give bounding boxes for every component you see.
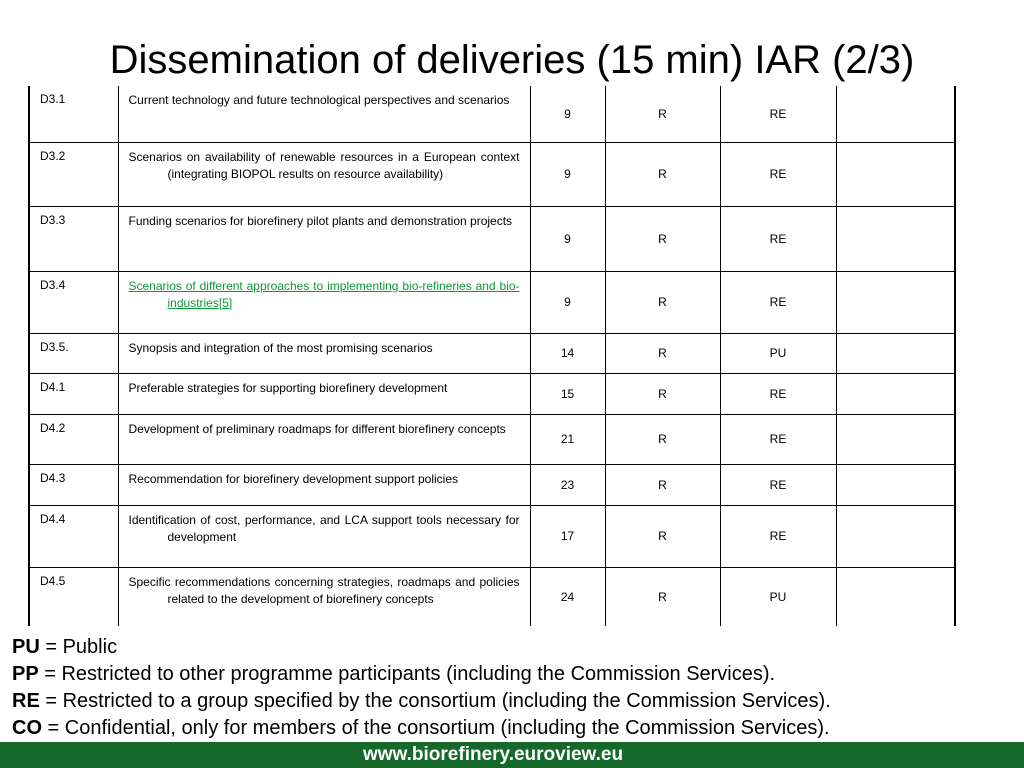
table-row	[30, 206, 954, 271]
deliverable-nature: R	[605, 142, 720, 206]
delivery-month: 14	[530, 333, 605, 373]
deliverable-description: Funding scenarios for biorefinery pilot plants and demonstration projects	[128, 213, 513, 228]
deliverable-description-link[interactable]: Scenarios of different approaches to implementing bio-refineries and bio-industries[5]	[128, 278, 520, 310]
legend-text: = Restricted to a group specified by the consortium (including the Commission Services).	[39, 690, 831, 712]
footer-bar	[0, 742, 1024, 768]
legend-item	[12, 634, 831, 661]
deliverable-nature: R	[605, 414, 720, 464]
deliverable-description: Recommendation for biorefinery development support policies	[128, 471, 459, 486]
delivery-month: 9	[530, 142, 605, 206]
empty-cell	[836, 414, 954, 464]
legend-item	[12, 688, 831, 715]
table-row	[30, 271, 954, 333]
deliverable-description: Synopsis and integration of the most promising scenarios	[128, 340, 433, 355]
footer-url[interactable]: www.biorefinery.euroview.eu	[363, 744, 624, 765]
deliverable-nature: R	[605, 567, 720, 626]
dissemination-level: RE	[720, 373, 836, 414]
deliverable-description-cell	[118, 333, 530, 373]
dissemination-level: RE	[720, 142, 836, 206]
deliverable-id: D4.2	[30, 414, 118, 464]
table-row	[30, 86, 954, 142]
legend-abbr: CO	[12, 717, 42, 739]
dissemination-level: RE	[720, 206, 836, 271]
deliverable-description: Scenarios on availability of renewable resources in a European context (integrating BIOPOL results on resource availability)	[128, 149, 520, 181]
legend-text: = Restricted to other programme participants (including the Commission Services).	[38, 663, 776, 685]
slide-title: Dissemination of deliveries (15 min) IAR (2/3)	[109, 38, 915, 82]
deliverables-table	[28, 86, 956, 626]
deliverable-description-cell	[118, 271, 530, 333]
legend-item	[12, 715, 831, 742]
deliverable-description: Identification of cost, performance, and LCA support tools necessary for development	[128, 512, 520, 544]
dissemination-level: RE	[720, 86, 836, 142]
legend-item	[12, 661, 831, 688]
table-row	[30, 373, 954, 414]
deliverable-nature: R	[605, 271, 720, 333]
deliverable-nature: R	[605, 86, 720, 142]
deliverable-nature: R	[605, 206, 720, 271]
delivery-month: 24	[530, 567, 605, 626]
delivery-month: 21	[530, 414, 605, 464]
deliverable-nature: R	[605, 505, 720, 567]
table-row	[30, 414, 954, 464]
deliverable-id: D3.1	[30, 86, 118, 142]
empty-cell	[836, 567, 954, 626]
table-row	[30, 333, 954, 373]
delivery-month: 17	[530, 505, 605, 567]
deliverable-description: Development of preliminary roadmaps for different biorefinery concepts	[128, 421, 506, 436]
deliverable-id: D4.5	[30, 567, 118, 626]
deliverable-nature: R	[605, 464, 720, 505]
deliverable-description-cell	[118, 373, 530, 414]
delivery-month: 15	[530, 373, 605, 414]
empty-cell	[836, 86, 954, 142]
deliverable-id: D4.3	[30, 464, 118, 505]
dissemination-level: RE	[720, 414, 836, 464]
delivery-month: 9	[530, 206, 605, 271]
deliverable-id: D3.5.	[30, 333, 118, 373]
deliverable-description: Preferable strategies for supporting biorefinery development	[128, 380, 448, 395]
empty-cell	[836, 142, 954, 206]
deliverable-description-cell	[118, 414, 530, 464]
delivery-month: 9	[530, 86, 605, 142]
dissemination-level: RE	[720, 464, 836, 505]
deliverable-description-cell	[118, 464, 530, 505]
legend-abbr: RE	[12, 690, 40, 712]
deliverable-description: Specific recommendations concerning strategies, roadmaps and policies related to the development of biorefinery concepts	[128, 574, 520, 606]
delivery-month: 9	[530, 271, 605, 333]
table-row	[30, 567, 954, 626]
delivery-month: 23	[530, 464, 605, 505]
dissemination-level: RE	[720, 271, 836, 333]
empty-cell	[836, 464, 954, 505]
empty-cell	[836, 505, 954, 567]
dissemination-level: RE	[720, 505, 836, 567]
deliverable-description-cell	[118, 567, 530, 626]
empty-cell	[836, 373, 954, 414]
deliverable-id: D3.3	[30, 206, 118, 271]
empty-cell	[836, 206, 954, 271]
deliverable-description-cell	[118, 142, 530, 206]
dissemination-level: PU	[720, 567, 836, 626]
deliverable-nature: R	[605, 333, 720, 373]
empty-cell	[836, 333, 954, 373]
deliverable-id: D3.4	[30, 271, 118, 333]
legend-abbr: PP	[12, 663, 39, 685]
deliverable-nature: R	[605, 373, 720, 414]
deliverable-id: D4.1	[30, 373, 118, 414]
legend-text: = Public	[39, 636, 118, 658]
legend	[12, 634, 831, 742]
deliverable-id: D4.4	[30, 505, 118, 567]
table-row	[30, 464, 954, 505]
deliverable-description-cell	[118, 86, 530, 142]
table-row	[30, 142, 954, 206]
table-row	[30, 505, 954, 567]
deliverable-id: D3.2	[30, 142, 118, 206]
empty-cell	[836, 271, 954, 333]
legend-abbr: PU	[12, 636, 40, 658]
deliverable-description-cell	[118, 206, 530, 271]
legend-text: = Confidential, only for members of the consortium (including the Commission Services).	[42, 717, 830, 739]
dissemination-level: PU	[720, 333, 836, 373]
deliverable-description-cell	[118, 505, 530, 567]
deliverable-description: Current technology and future technological perspectives and scenarios	[128, 93, 510, 107]
